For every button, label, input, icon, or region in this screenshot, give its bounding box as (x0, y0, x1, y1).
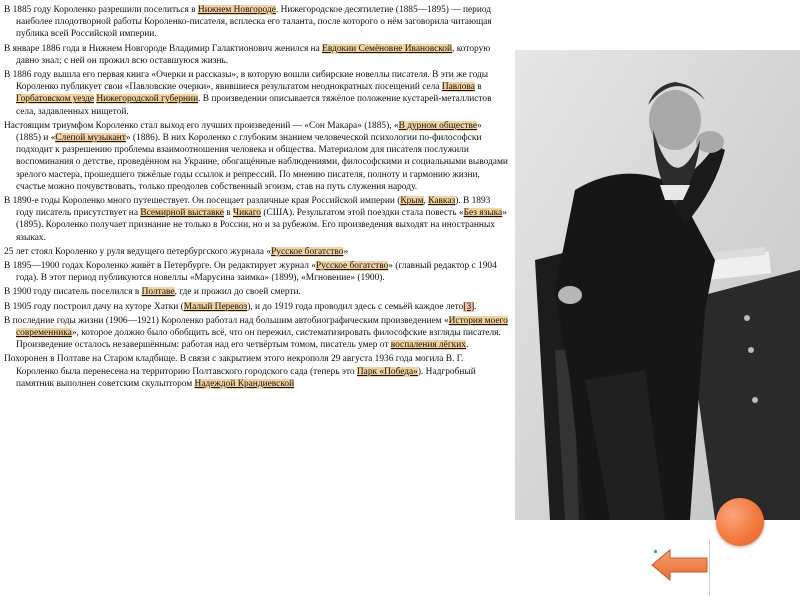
article-link[interactable]: Русское богатство (315, 261, 389, 272)
paragraph-text: ). В 1893 году писатель присутствует на (16, 196, 491, 219)
paragraph (4, 286, 508, 298)
paragraph-text: В 1905 году построил дачу на хуторе Хатки ( (4, 301, 184, 312)
paragraph (4, 301, 508, 313)
article-link[interactable]: воспаления лёгких (390, 340, 466, 351)
article-link[interactable]: Надеждой Крандиевской (194, 378, 295, 389)
article-link[interactable]: Полтаве (141, 287, 175, 298)
paragraph-text: ), и до 1919 года проводил здесь с семьёй каждое лето (247, 301, 464, 312)
article-link[interactable]: Чикаго (233, 208, 261, 219)
paragraph-text: в (223, 208, 234, 219)
article-text (4, 4, 508, 392)
paragraph-text: Похоронен в Полтаве на Старом кладбище. В связи с закрытием этого некрополя 29 августа 1936 года могила В. Г. Короленко была перенесена на территорию Полтавского городского сада (теперь это (4, 354, 464, 377)
paragraph-text: В 1900 году писатель поселился в (4, 287, 142, 298)
paragraph-text: », которое должно было обобщить всё, что он пережил, систематизировать философские взгляды писателя. Произведение осталось незавершённым: работая над его четвёртым томом, писатель умер от (16, 328, 501, 351)
paragraph-text: » (1885) и « (16, 120, 482, 144)
paragraph (4, 353, 508, 390)
article-link[interactable]: Евдокии Семёновне Ивановской (322, 43, 453, 54)
article-link[interactable]: Русское богатство (271, 246, 344, 257)
footnote-link[interactable]: [3] (463, 301, 475, 312)
paragraph-text: » (343, 246, 349, 257)
article-link[interactable]: Слепой музыкант (55, 133, 126, 144)
paragraph-text: . (474, 301, 477, 312)
paragraph-text: , которую давно знал; с ней он прожил всю оставшуюся жизнь. (16, 43, 491, 66)
article-link[interactable]: В дурном обществе (398, 120, 478, 131)
paragraph-text: , (423, 196, 429, 207)
paragraph (4, 4, 508, 41)
paragraph (4, 195, 508, 244)
paragraph (4, 69, 508, 118)
paragraph (4, 120, 508, 193)
back-button[interactable] (650, 547, 710, 583)
paragraph-text: В последние годы жизни (1906—1921) Короленко работал над большим автобиографическим произведением « (4, 315, 449, 326)
paragraph-text: » (главный редактор с 1904 года). В этот период публикуются новеллы «Марусина заимка» (1899), «Мгновение» (1900). (16, 261, 497, 284)
paragraph-text: В 1890-е годы Короленко много путешествует. Он посещает различные края Российской империи ( (4, 196, 401, 207)
paragraph (4, 315, 508, 352)
paragraph (4, 260, 508, 284)
paragraph-text: . Нижегородское десятилетие (1885—1895) — период наиболее плодотворной работы Короленко-писателя, всплеска его таланта, после которого о нём заговорила читающая публика всей Российской империи. (16, 5, 492, 40)
paragraph-text: (США). Результатом этой поездки стала повесть « (261, 208, 464, 219)
article-link[interactable]: Всемирной выставке (140, 208, 224, 219)
paragraph-text: В 1885 году Короленко разрешили поселиться в (4, 5, 198, 15)
article-link[interactable]: Парк «Победа» (356, 366, 418, 377)
back-arrow-icon (650, 547, 710, 583)
paragraph-text: в (474, 82, 482, 93)
paragraph-text: 25 лет стоял Короленко у руля ведущего петербургского журнала « (4, 246, 272, 257)
paragraph (4, 43, 508, 67)
article-link[interactable]: Нижнем Новгороде (197, 5, 276, 15)
article-link[interactable]: Крым (400, 196, 424, 207)
paragraph-text: . (465, 340, 469, 351)
article-link[interactable]: Без языка (463, 208, 503, 219)
article-link[interactable]: Горбатовском уезде (16, 94, 95, 105)
portrait-photo (515, 50, 800, 520)
paragraph-text: » (1886). В них Короленко с глубоким знанием человеческой психологии по-философски подходит к разрешению проблемы взаимоотношения человека и общества. Материалом для писателя послужили воспоминания о детстве, проведённом на Украине, обогащённые наблюдениями, философскими и социальными выводами зрелого мастера, прошедшего тяжёлые годы ссылок и репрессий. По мнению писателя, полноту и гармонию жизни, счастье можно почувствовать, только преодолев собственный эгоизм, став на путь служения народу. (16, 133, 508, 192)
paragraph-text: » (1895). Короленко получает признание не только в России, но и за рубежом. Его произведения выходят на иностранных языках. (16, 208, 507, 243)
paragraph-text: В 1895—1900 годах Короленко живёт в Петербурге. Он редактирует журнал « (4, 261, 316, 272)
paragraph-text: В январе 1886 года в Нижнем Новгороде Владимир Галактионович женился на (4, 43, 323, 54)
paragraph-text: . В произведении описывается тяжёлое положение кустарей-металлистов села, задавленных нищетой. (16, 94, 492, 117)
paragraph-text: В 1886 году вышла его первая книга «Очерки и рассказы», в которую вошли сибирские новеллы писателя. В эти же годы Короленко публикует свои «Павловские очерки», явившиеся результатом неоднократных посещений села (4, 70, 489, 93)
paragraph-text: , где и прожил до своей смерти. (174, 287, 301, 298)
article-link[interactable]: Кавказ (428, 196, 456, 207)
paragraph-text: Настоящим триумфом Короленко стал выход его лучших произведений — «Сон Макара» (1885), « (4, 120, 399, 131)
paragraph (4, 246, 508, 258)
orange-circle-icon (716, 498, 764, 546)
article-link[interactable]: Нижегородской губернии (96, 94, 199, 105)
article-link[interactable]: История моего современника (16, 315, 508, 339)
article-link[interactable]: Павлова (441, 82, 475, 93)
article-link[interactable]: Малый Перевоз (183, 301, 248, 312)
paragraph-text: ). Надгробный памятник выполнен советским скульптором (16, 366, 476, 389)
